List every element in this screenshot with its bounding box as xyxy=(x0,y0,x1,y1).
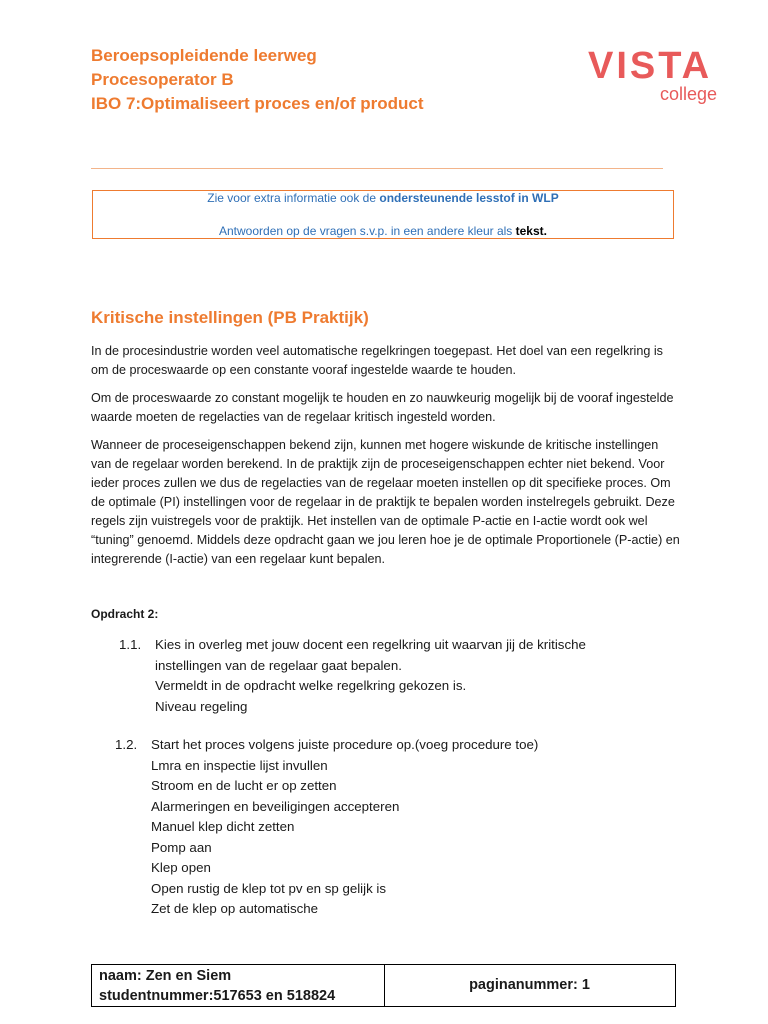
item-line: Alarmeringen en beveiligingen accepteren xyxy=(151,798,400,814)
header-line-3: IBO 7:Optimaliseert proces en/of product xyxy=(91,94,424,113)
item-line: Niveau regeling xyxy=(155,698,248,714)
item-line: instellingen van de regelaar gaat bepalen. xyxy=(155,657,402,673)
item-line: Manuel klep dicht zetten xyxy=(151,819,295,834)
item-line: Zet de klep op automatische xyxy=(151,901,319,916)
item-line: Klep open xyxy=(151,860,211,875)
vista-college-logo xyxy=(588,46,738,108)
info-line-2-text: Antwoorden op de vragen s.v.p. in een andere kleur als xyxy=(219,224,516,238)
paragraph-2: Om de proceswaarde zo constant mogelijk te houden en zo nauwkeurig mogelijk bij de vooraf ingestelde waarde moeten de regelacties van de regelaar kritisch ingesteld worden. xyxy=(91,391,674,424)
info-line-1-link: ondersteunende lesstof in WLP xyxy=(379,191,559,205)
paragraph-1: In de procesindustrie worden veel automatische regelkringen toegepast. Het doel van een regelkring is om de proceswaarde op een constante vooraf ingestelde waarde te houden. xyxy=(91,344,663,377)
info-box xyxy=(92,190,674,239)
header-divider xyxy=(91,168,663,169)
item-line: Kies in overleg met jouw docent een regelkring uit waarvan jij de kritische xyxy=(155,637,586,652)
info-line-1-text: Zie voor extra informatie ook de xyxy=(207,191,380,205)
item-line: Lmra en inspectie lijst invullen xyxy=(151,757,328,773)
footer-page-number: paginanummer: 1 xyxy=(469,977,590,993)
header-line-2: Procesoperator B xyxy=(91,70,234,89)
item-line: Open rustig de klep tot pv en sp gelijk is xyxy=(151,880,387,896)
paragraph-3: Wanneer de proceseigenschappen bekend zijn, kunnen met hogere wiskunde de kritische instellingen van de regelaar worden berekend. In de praktijk zijn de proceseigenschappen echter niet bekend. Voor ieder proces zullen we dus de regelacties van de regelaar moeten instellen op dit specifieke proces. Om de optimale (PI) instellingen voor de regelaar in de praktijk te bepalen worden instelregels gebruikt. Deze regels zijn vuistregels voor de praktijk. Het instellen van de optimale P-actie en I-actie wordt ook wel “tuning” genoemd. Middels deze opdracht gaan we jou leren hoe je de optimale Proportionele (P-actie) en integrerende (I-actie) van een regelaar kunt bepalen. xyxy=(91,438,680,566)
logo-sub: college xyxy=(660,84,718,104)
item-line: Stroom en de lucht er op zetten xyxy=(151,778,337,793)
item-line: Start het proces volgens juiste procedure op.(voeg procedure toe) xyxy=(151,737,539,752)
item-line: Pomp aan xyxy=(151,839,212,855)
footer-student-number: studentnummer:517653 en 518824 xyxy=(99,988,336,1004)
assignment-title: Opdracht 2: xyxy=(91,607,159,621)
header-line-1: Beroepsopleidende leerweg xyxy=(91,46,317,65)
footer-name: naam: Zen en Siem xyxy=(99,968,232,984)
item-number: 1.2. xyxy=(115,737,138,752)
section-title: Kritische instellingen (PB Praktijk) xyxy=(91,308,369,327)
info-line-1 xyxy=(93,191,673,205)
document-header xyxy=(91,44,424,116)
footer-table xyxy=(91,964,676,1007)
item-number: 1.1. xyxy=(119,637,142,652)
info-line-2-bold: tekst. xyxy=(515,224,547,238)
info-line-2 xyxy=(93,224,673,238)
logo-brand: VISTA xyxy=(588,45,713,87)
item-line: Vermeldt in de opdracht welke regelkring gekozen is. xyxy=(155,678,467,693)
footer-student-info xyxy=(99,966,335,1006)
